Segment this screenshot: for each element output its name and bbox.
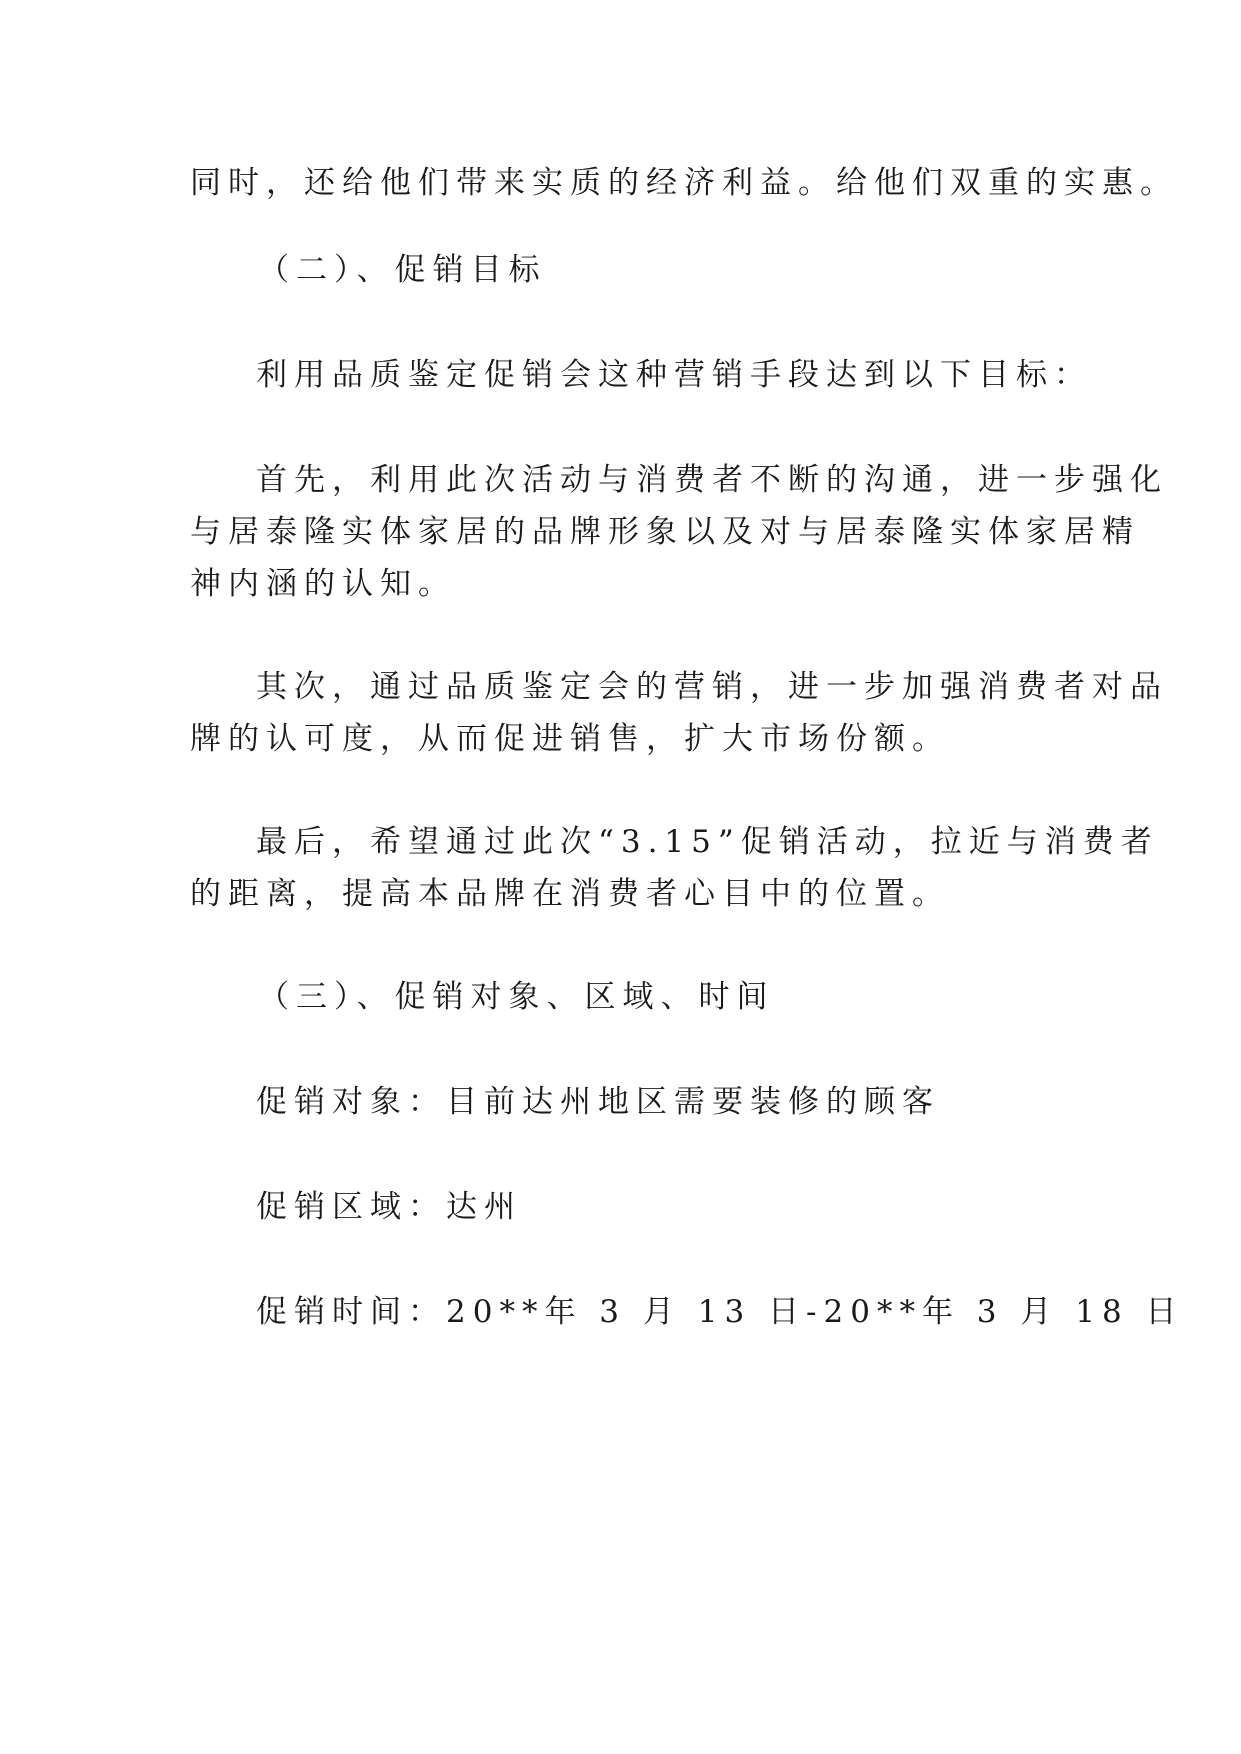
promo-time: 促销时间：20**年 3 月 13 日-20**年 3 月 18 日 bbox=[256, 1294, 1184, 1330]
goal-3-line-2: 的距离，提高本品牌在消费者心目中的位置。 bbox=[190, 876, 950, 912]
goal-1-line-2: 与居泰隆实体家居的品牌形象以及对与居泰隆实体家居精 bbox=[190, 514, 1140, 550]
section-heading-scope: （三）、促销对象、区域、时间 bbox=[258, 979, 775, 1015]
goal-2-line-2: 牌的认可度，从而促进销售，扩大市场份额。 bbox=[190, 721, 950, 757]
promo-target: 促销对象：目前达州地区需要装修的顾客 bbox=[256, 1084, 940, 1120]
goal-1-line-3: 神内涵的认知。 bbox=[190, 566, 456, 602]
goal-2-line-1: 其次，通过品质鉴定会的营销，进一步加强消费者对品 bbox=[256, 669, 1168, 705]
goal-3-line-1: 最后，希望通过此次“3.15”促销活动，拉近与消费者 bbox=[256, 824, 1159, 860]
promo-region: 促销区域：达州 bbox=[256, 1189, 522, 1225]
section-heading-goals: （二）、促销目标 bbox=[258, 252, 547, 288]
paragraph-goals-intro: 利用品质鉴定促销会这种营销手段达到以下目标： bbox=[256, 357, 1092, 393]
paragraph-continuation: 同时，还给他们带来实质的经济利益。给他们双重的实惠。 bbox=[190, 165, 1178, 201]
goal-1-line-1: 首先，利用此次活动与消费者不断的沟通，进一步强化 bbox=[256, 462, 1168, 498]
